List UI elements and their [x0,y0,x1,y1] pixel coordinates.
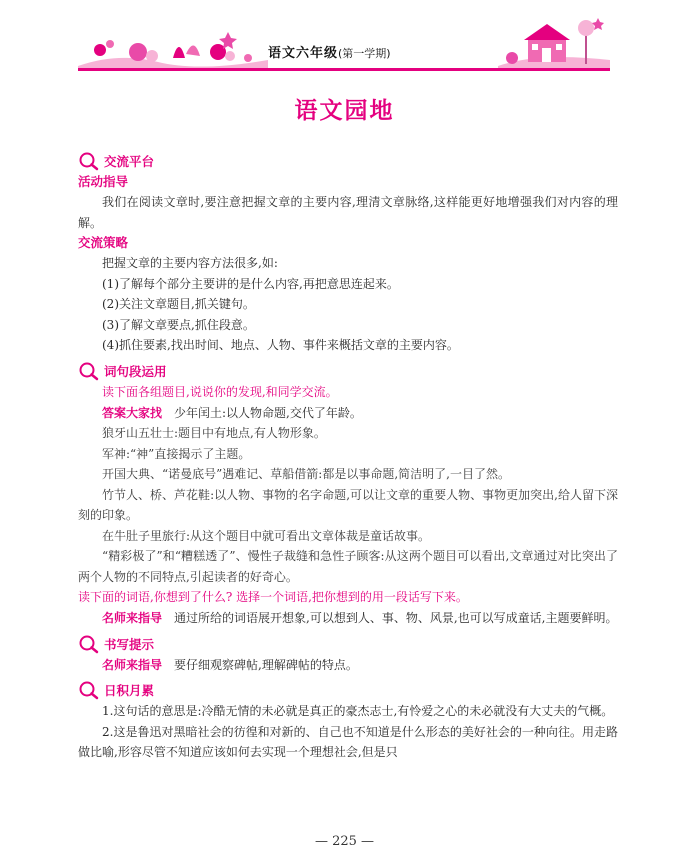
decorative-house-icon [498,14,610,68]
strategy-item: (4)抓住要素,找出时间、地点、人物、事件来概括文章的主要内容。 [102,338,459,352]
section-title: 日积月累 [104,683,155,698]
answer-line: 狼牙山五壮士:题目中有地点,有人物形象。 [102,426,326,440]
section-header-communication [78,150,618,172]
strategy-intro: 把握文章的主要内容方法很多,如: [102,256,278,270]
answer-line: 军神:“神”直接揭示了主题。 [102,446,251,461]
answer-key-label: 答案大家找 [102,405,163,420]
subheading-activity: 活动指导 [78,174,129,189]
teacher-text: 通过所给的词语展开想象,可以想到人、事、物、风景,也可以写成童话,主题要鲜明。 [174,611,618,625]
decorative-flower-banner-icon [78,22,268,68]
teacher-guidance [78,655,618,676]
section-title: 词句段运用 [104,363,167,379]
teacher-key-label: 名师来指导 [102,657,163,672]
answer-line: 在牛肚子里旅行:从这个题目中就可看出文章体裁是童话故事。 [102,528,431,543]
accumulation-item: 1.这句话的意思是:冷酷无情的未必就是真正的豪杰志士,有怜爱之心的未必就没有大丈夫的气概。 [102,704,614,718]
book-subtitle: (第一学期) [338,47,391,60]
book-title: 语文六年级(第一学期) [268,46,391,61]
section-header-writing-tips [78,633,618,655]
page-title: 语文园地 [294,97,395,124]
accumulation-item: 2.这是鲁迅对黑暗社会的彷徨和对新的、自己也不知道是什么形态的美好社会的一种向往。用走路做比喻,形容尽管不知道应该如何去实现一个理想社会,但是只 [78,724,618,759]
section-title: 交流平台 [104,154,155,169]
strategy-item: (1)了解每个部分主要讲的是什么内容,再把意思连起来。 [102,276,399,291]
teacher-key-label: 名师来指导 [102,611,163,625]
section-header-word-usage [78,360,618,382]
answer-line: 竹节人、桥、芦花鞋:以人物、事物的名字命题,可以让文章的重要人物、事物更加突出,给人留下深刻的印象。 [78,487,618,522]
answer-line: “精彩极了”和“糟糕透了”、慢性子裁缝和急性子顾客:从这两个题目可以看出,文章通过对比突出了两个人物的不同特点,引起读者的好奇心。 [78,549,618,584]
magnifier-icon [78,151,102,171]
page-header [78,14,610,76]
activity-paragraph: 我们在阅读文章时,要注意把握文章的主要内容,理清文章脉络,这样能更好地增强我们对内容的理解。 [78,195,618,230]
answer-line: 开国大典、“诺曼底号”遇难记、草船借箭:都是以事命题,简洁明了,一目了然。 [102,467,510,481]
page-number: — 225 — [314,834,375,849]
section-header-daily-accumulation [78,679,618,701]
strategy-item: (3)了解文章要点,抓住段意。 [102,317,255,332]
answer-line [78,403,618,424]
section-title: 书写提示 [104,636,155,652]
magnifier-icon [78,634,102,654]
question-one: 读下面各组题目,说说你的发现,和同学交流。 [102,384,338,399]
answer-first: 少年闰土:以人物命题,交代了年龄。 [174,405,362,420]
magnifier-icon [78,361,102,381]
strategy-item: (2)关注文章题目,抓关键句。 [102,297,255,311]
magnifier-icon [78,680,102,700]
page-content [78,146,618,763]
question-two: 读下面的词语,你想到了什么? 选择一个词语,把你想到的用一段话写下来。 [78,590,468,604]
teacher-text: 要仔细观察碑帖,理解碑帖的特点。 [174,657,358,672]
header-divider [78,68,610,71]
teacher-guidance [78,608,618,629]
subheading-strategy: 交流策略 [78,235,129,250]
